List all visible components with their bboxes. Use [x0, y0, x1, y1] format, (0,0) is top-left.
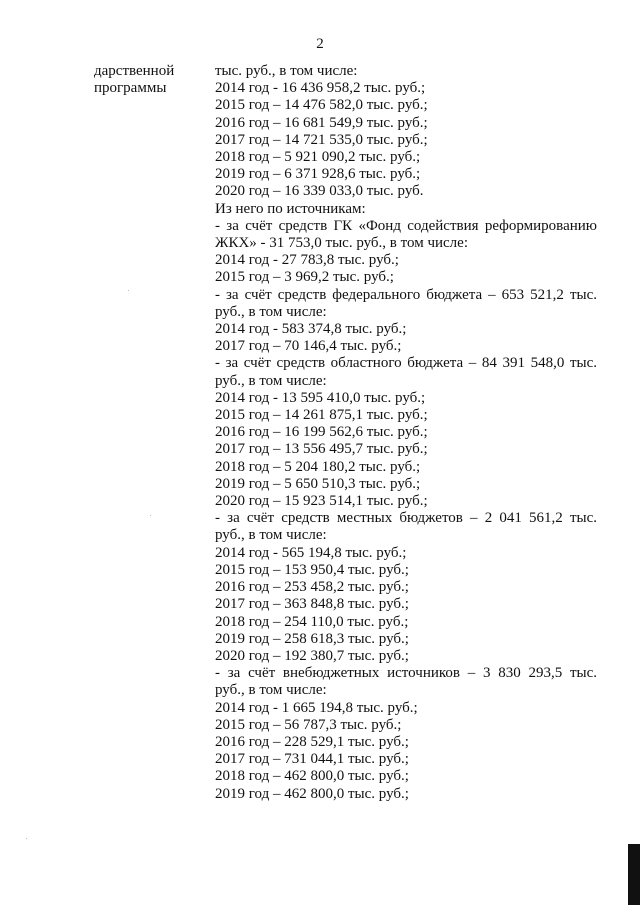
- text-line: 2014 год - 1 665 194,8 тыс. руб.;: [215, 699, 418, 716]
- text-line: 2016 год – 228 529,1 тыс. руб.;: [215, 733, 409, 750]
- text-line: 2018 год – 5 921 090,2 тыс. руб.;: [215, 149, 421, 166]
- program-label-line: дарственной: [94, 63, 175, 79]
- program-label: [94, 63, 204, 97]
- text-line: 2015 год – 153 950,4 тыс. руб.;: [215, 561, 409, 578]
- text-line: 2015 год – 3 969,2 тыс. руб.;: [215, 269, 394, 286]
- text-line: руб., в том числе:: [215, 372, 327, 389]
- text-line: 2016 год – 16 681 549,9 тыс. руб.;: [215, 114, 428, 131]
- scan-binding-mark: [628, 844, 640, 905]
- text-line: 2018 год – 254 110,0 тыс. руб.;: [215, 613, 409, 630]
- text-line: 2017 год – 731 044,1 тыс. руб.;: [215, 751, 409, 768]
- text-line-justified: - за счёт средств ГК «Фонд содействия реформированию: [215, 217, 597, 234]
- text-line: 2020 год – 192 380,7 тыс. руб.;: [215, 647, 409, 664]
- text-line: 2018 год – 5 204 180,2 тыс. руб.;: [215, 458, 421, 475]
- scan-speck: [26, 838, 27, 839]
- text-line: 2017 год – 14 721 535,0 тыс. руб.;: [215, 131, 428, 148]
- scan-speck: [128, 290, 129, 291]
- text-line: 2017 год – 13 556 495,7 тыс. руб.;: [215, 441, 428, 458]
- text-line: руб., в том числе:: [215, 527, 327, 544]
- text-line-justified: - за счёт средств областного бюджета – 84 391 548,0 тыс.: [215, 355, 597, 372]
- scan-speck: [150, 515, 151, 516]
- text-line: руб., в том числе:: [215, 303, 327, 320]
- text-line: 2014 год - 13 595 410,0 тыс. руб.;: [215, 389, 426, 406]
- text-line: 2017 год – 363 848,8 тыс. руб.;: [215, 596, 409, 613]
- text-line: 2016 год – 16 199 562,6 тыс. руб.;: [215, 424, 428, 441]
- text-line: 2014 год - 27 783,8 тыс. руб.;: [215, 252, 399, 269]
- text-line: 2014 год - 583 374,8 тыс. руб.;: [215, 321, 407, 338]
- text-line: 2015 год – 14 476 582,0 тыс. руб.;: [215, 97, 428, 114]
- text-line: 2015 год – 14 261 875,1 тыс. руб.;: [215, 407, 428, 424]
- page-number: 2: [316, 36, 324, 52]
- text-line: 2019 год – 6 371 928,6 тыс. руб.;: [215, 166, 421, 183]
- text-line: 2016 год – 253 458,2 тыс. руб.;: [215, 579, 409, 596]
- text-line: 2014 год - 565 194,8 тыс. руб.;: [215, 544, 407, 561]
- text-line-justified: - за счёт средств федерального бюджета – 653 521,2 тыс.: [215, 286, 597, 303]
- program-label-line: программы: [94, 80, 167, 97]
- text-line: 2019 год – 5 650 510,3 тыс. руб.;: [215, 475, 421, 492]
- text-line: 2020 год – 15 923 514,1 тыс. руб.;: [215, 493, 428, 510]
- text-line: тыс. руб., в том числе:: [215, 63, 358, 79]
- text-line: 2020 год – 16 339 033,0 тыс. руб.: [215, 183, 424, 200]
- text-line: 2014 год - 16 436 958,2 тыс. руб.;: [215, 80, 426, 97]
- text-line: 2019 год – 462 800,0 тыс. руб.;: [215, 785, 409, 802]
- text-line: 2015 год – 56 787,3 тыс. руб.;: [215, 716, 402, 733]
- text-line: 2019 год – 258 618,3 тыс. руб.;: [215, 630, 409, 647]
- funding-text: [215, 63, 597, 803]
- text-line: 2017 год – 70 146,4 тыс. руб.;: [215, 338, 402, 355]
- text-line: руб., в том числе:: [215, 682, 327, 699]
- text-line-justified: - за счёт внебюджетных источников – 3 830 293,5 тыс.: [215, 665, 597, 682]
- text-line: 2018 год – 462 800,0 тыс. руб.;: [215, 768, 409, 785]
- text-line: ЖКХ» - 31 753,0 тыс. руб., в том числе:: [215, 235, 468, 252]
- text-line-justified: - за счёт средств местных бюджетов – 2 041 561,2 тыс.: [215, 510, 597, 527]
- text-line: Из него по источникам:: [215, 200, 366, 217]
